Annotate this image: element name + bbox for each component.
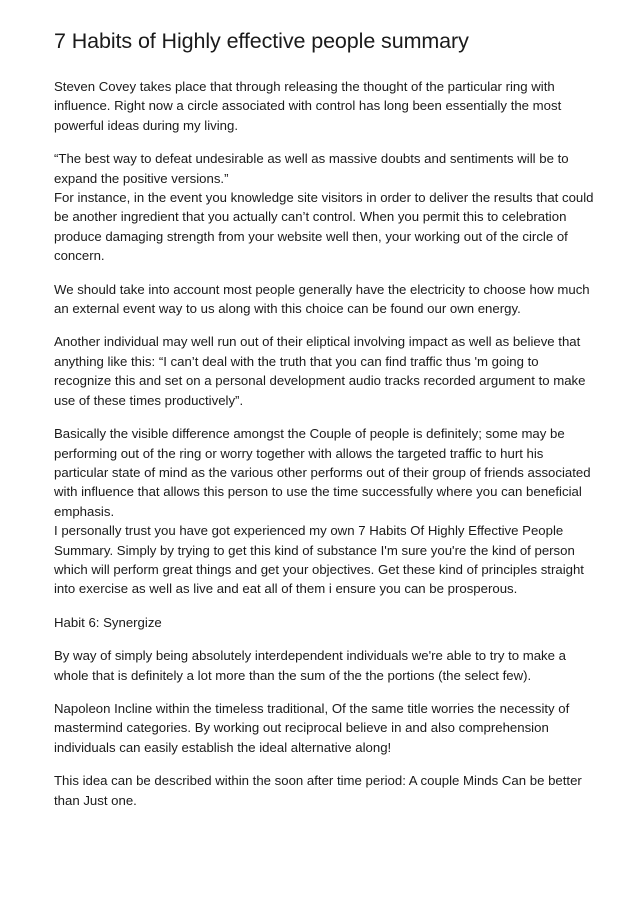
paragraph-another-individual: Another individual may well run out of their eliptical involving impact as well as believe that anything like this: “I can’t deal with the truth that you can find traffic thus 'm going to recognize this and set on a personal development audio tracks recorded argument to make use of these times productively”. (54, 334, 586, 408)
paragraph-intro: Steven Covey takes place that through releasing the thought of the particular ring with influence. Right now a circle associated with control has long been essentially the most powerful ideas during my living. (54, 79, 562, 133)
document-title: 7 Habits of Highly effective people summary (54, 29, 469, 53)
paragraph-interdependent: By way of simply being absolutely interdependent individuals we're able to try to make a whole that is definitely a lot more than the sum of the the portions (the select few). (54, 648, 566, 683)
paragraph-two-minds: This idea can be described within the soon after time period: A couple Minds Can be better than Just one. (54, 773, 582, 808)
paragraph-electricity: We should take into account most people generally have the electricity to choose how much an external event way to us along with this choice can be found our own energy. (54, 281, 590, 317)
heading-habit-6: Habit 6: Synergize (54, 614, 162, 630)
paragraph-summary: I personally trust you have got experienced my own 7 Habits Of Highly Effective People Summary. Simply by trying to get this kind of substance I'm sure you're the kind of person which will perform great things and get your objectives. Get these kind of principles straight into exercise as well as live and eat all of them i ensure you can be prosperous. (54, 523, 584, 597)
paragraph-quote: “The best way to defeat undesirable as well as massive doubts and sentiments will be to expand the positive versions.” (54, 151, 569, 186)
paragraph-difference: Basically the visible difference amongst the Couple of people is definitely; some may be performing out of the ring or worry together with allows the targeted traffic to hurt his particular state of mind as the various other performs out of their group of friends associated with influence that allows this person to use the time successfully where you can beneficial emphasis. (54, 426, 591, 519)
paragraph-instance: For instance, in the event you knowledge site visitors in order to deliver the results that could be another ingredient that you actually can’t control. When you permit this to celebration produce damaging strength from your website well then, your working out of the circle of concern. (54, 190, 594, 264)
paragraph-napoleon: Napoleon Incline within the timeless traditional, Of the same title worries the necessity of mastermind categories. By working out reciprocal believe in and also comprehension individuals can easily establish the ideal alternative along! (54, 700, 570, 755)
